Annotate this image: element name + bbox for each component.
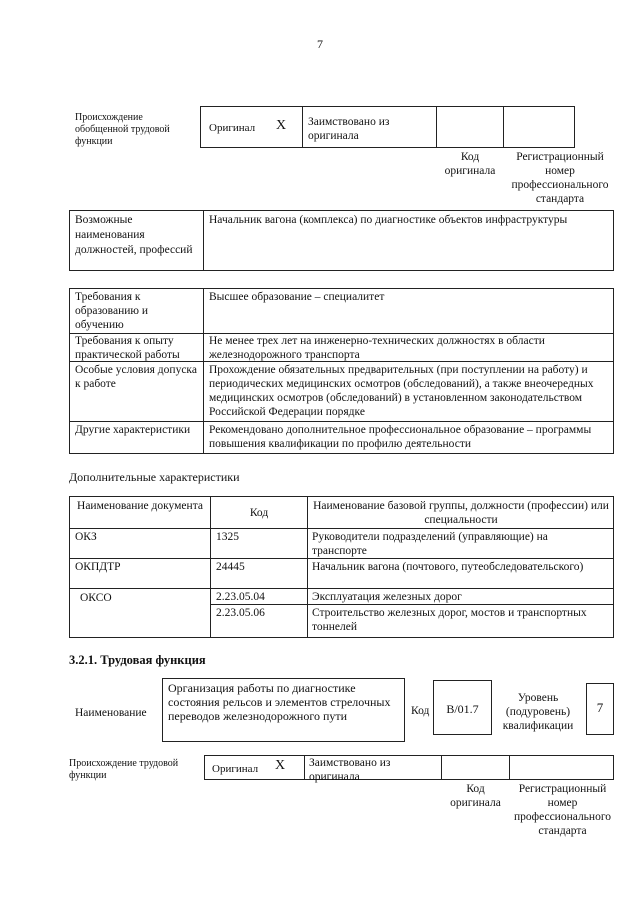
labor-level-label: Уровень (подуровень) квалификации <box>502 692 574 732</box>
origin2-original-label: Оригинал <box>212 763 259 775</box>
origin-code-caption: Код оригинала <box>444 151 496 177</box>
requirement-value-other: Рекомендовано дополнительное профессиональное образование – программы повышения квалификации по профилю деятельности <box>209 424 592 450</box>
labor-name-label: Наименование <box>75 707 147 719</box>
origin2-borrowed-label: Заимствовано из оригинала <box>309 757 391 783</box>
okz-doc: ОКЗ <box>75 531 97 543</box>
labor-name-value: Организация работы по диагностике состояния рельсов и элементов стрелочных переводов железнодорожного пути <box>168 681 391 723</box>
positions-value: Начальник вагона (комплекса) по диагностике объектов инфраструктуры <box>209 214 568 226</box>
labor-code-value: B/01.7 <box>446 702 479 716</box>
requirement-value-admission: Прохождение обязательных предварительных (при поступлении на работу) и периодических медицинских осмотров (обследований), а также внеочередных медицинских осмотров (обследований) в установленном законодательством Российской Федерации порядке <box>209 364 594 418</box>
requirement-label-admission: Особые условия допуска к работе <box>75 364 197 390</box>
okz-code: 1325 <box>216 531 239 543</box>
labor-function-heading: 3.2.1. Трудовая функция <box>69 653 206 667</box>
additional-title: Дополнительные характеристики <box>69 470 240 484</box>
additional-header-document: Наименование документа <box>77 500 203 512</box>
requirement-label-education: Требования к образованию и обучению <box>75 291 148 331</box>
additional-header-name: Наименование базовой группы, должности (профессии) или специальности <box>313 500 609 526</box>
okso-code-2: 2.23.05.06 <box>216 607 265 619</box>
origin2-label: Происхождение трудовой функции <box>69 758 179 781</box>
origin-original-label: Оригинал <box>209 122 256 134</box>
okpdtr-doc: ОКПДТР <box>75 561 121 573</box>
okso-name-1: Эксплуатация железных дорог <box>312 591 462 603</box>
origin-reg-caption: Регистрационный номер профессионального стандарта <box>511 151 609 205</box>
origin2-code-caption: Код оригинала <box>450 783 501 809</box>
origin2-reg-caption: Регистрационный номер профессионального стандарта <box>513 783 612 837</box>
page-number: 7 <box>317 37 323 51</box>
okpdtr-name: Начальник вагона (почтового, путеобследовательского) <box>312 561 584 573</box>
requirement-label-experience: Требования к опыту практической работы <box>75 335 180 361</box>
labor-level-value: 7 <box>596 700 604 715</box>
origin-borrowed-label: Заимствовано из оригинала <box>308 116 390 142</box>
okso-name-2: Строительство железных дорог, мостов и транспортных тоннелей <box>312 607 587 633</box>
requirement-value-experience: Не менее трех лет на инженерно-технических должностях в области железнодорожного транспорта <box>209 335 545 361</box>
origin-mark: X <box>276 118 287 133</box>
origin2-mark: X <box>275 758 286 773</box>
requirement-value-education: Высшее образование – специалитет <box>209 291 385 303</box>
positions-label: Возможные наименования должностей, профессий <box>75 214 193 256</box>
origin-label: Происхождение обобщенной трудовой функции <box>75 112 170 147</box>
okz-name: Руководители подразделений (управляющие) на транспорте <box>312 531 548 557</box>
labor-code-label: Код <box>411 705 430 717</box>
okso-code-1: 2.23.05.04 <box>216 591 265 603</box>
okpdtr-code: 24445 <box>216 561 245 573</box>
okso-doc: ОКСО <box>80 592 112 604</box>
requirement-label-other: Другие характеристики <box>75 424 191 436</box>
additional-header-code: Код <box>249 507 269 519</box>
